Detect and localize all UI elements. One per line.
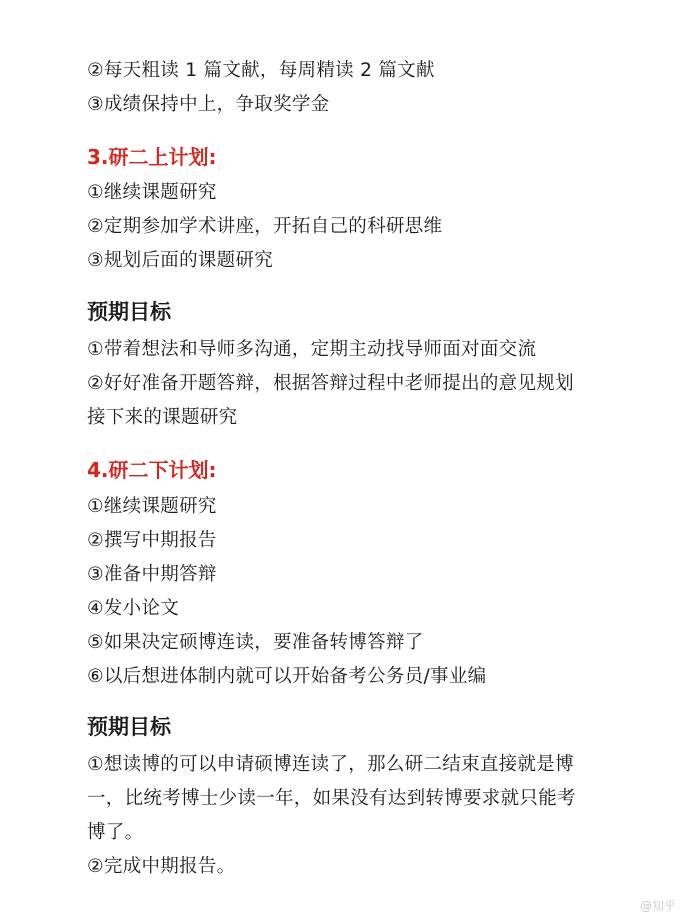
section-4-item-5: ⑤如果决定硕博连读，要准备转博答辩了 bbox=[87, 632, 424, 653]
section-3-title: 3.研二上计划: bbox=[87, 145, 217, 169]
section-4-item-4: ④发小论文 bbox=[87, 598, 180, 619]
goals-1-title: 预期目标 bbox=[87, 300, 171, 324]
goals-2-line-3: 博了。 bbox=[87, 822, 144, 843]
top-line-1: ②每天粗读 1 篇文献，每周精读 2 篇文献 bbox=[87, 60, 435, 81]
goals-2-line-2: 一，比统考博士少读一年，如果没有达到转博要求就只能考 bbox=[87, 788, 576, 809]
goals-1-line-3: 接下来的课题研究 bbox=[87, 407, 238, 428]
section-3-item-2: ②定期参加学术讲座，开拓自己的科研思维 bbox=[87, 216, 443, 237]
section-4-item-1: ①继续课题研究 bbox=[87, 496, 217, 517]
goals-2-line-4: ②完成中期报告。 bbox=[87, 856, 236, 877]
goals-2-line-1: ①想读博的可以申请硕博连读了，那么研二结束直接就是博 bbox=[87, 754, 574, 775]
goals-1-line-1: ①带着想法和导师多沟通，定期主动找导师面对面交流 bbox=[87, 339, 537, 360]
section-4-item-6: ⑥以后想进体制内就可以开始备考公务员/事业编 bbox=[87, 666, 487, 687]
top-line-2: ③成绩保持中上，争取奖学金 bbox=[87, 94, 330, 115]
section-4-title: 4.研二下计划: bbox=[87, 458, 217, 482]
goals-2-title: 预期目标 bbox=[87, 715, 171, 739]
section-3-item-1: ①继续课题研究 bbox=[87, 182, 217, 203]
goals-1-line-2: ②好好准备开题答辩，根据答辩过程中老师提出的意见规划 bbox=[87, 373, 574, 394]
section-4-item-2: ②撰写中期报告 bbox=[87, 530, 217, 551]
section-4-item-3: ③准备中期答辩 bbox=[87, 564, 217, 585]
watermark: @知乎 bbox=[639, 899, 676, 913]
section-3-item-3: ③规划后面的课题研究 bbox=[87, 250, 274, 271]
